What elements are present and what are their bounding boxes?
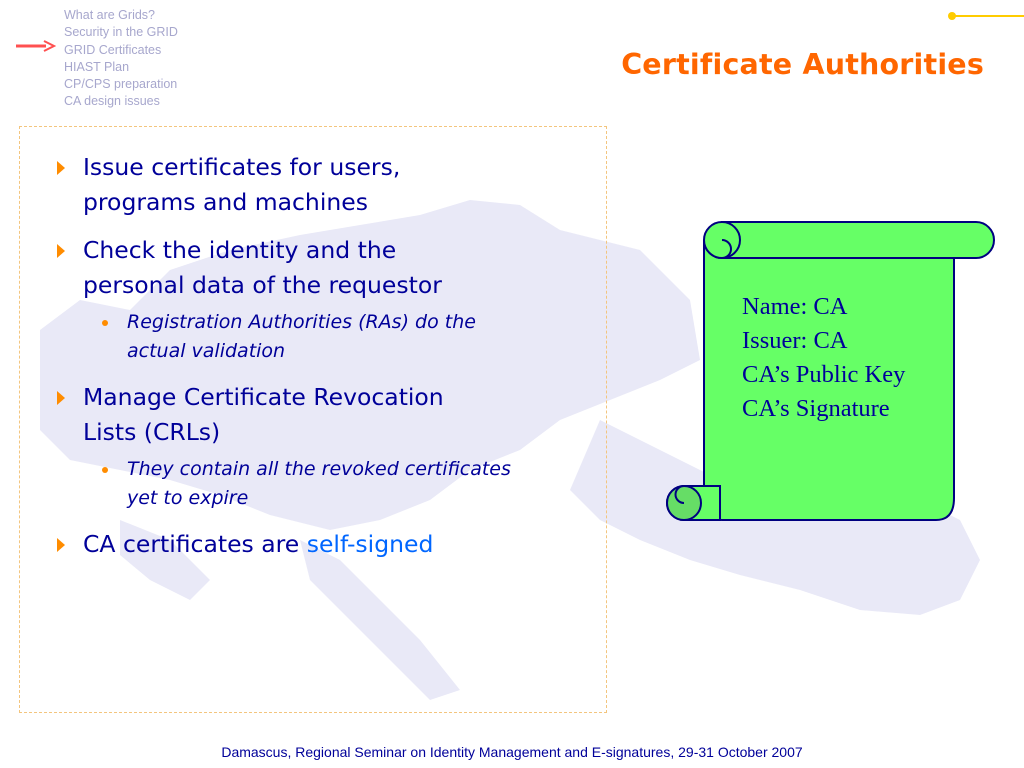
nav-item[interactable]: Security in the GRID bbox=[64, 25, 178, 40]
current-section-arrow-icon bbox=[16, 40, 56, 52]
sub-bullet-dot-icon bbox=[102, 467, 108, 473]
sub-bullet-text-line: yet to expire bbox=[127, 487, 249, 509]
bullet-arrow-icon bbox=[57, 161, 65, 175]
bullet-item bbox=[52, 380, 600, 450]
section-nav bbox=[64, 7, 178, 111]
bullet-text: CA certificates are bbox=[83, 530, 307, 558]
footer: Damascus, Regional Seminar on Identity Management and E-signatures, 29-31 October 2007 bbox=[221, 744, 803, 760]
certificate-public-key: CA’s Public Key bbox=[742, 361, 906, 388]
sub-bullet-text-line: actual validation bbox=[127, 340, 286, 362]
bullet-text-line: programs and machines bbox=[83, 188, 368, 216]
nav-item[interactable]: CP/CPS preparation bbox=[64, 77, 178, 92]
bullet-arrow-icon bbox=[57, 244, 65, 258]
nav-item-current[interactable]: GRID Certificates bbox=[64, 42, 162, 57]
sub-bullet-text-line: Registration Authorities (RAs) do the bbox=[127, 311, 476, 333]
nav-item[interactable]: What are Grids? bbox=[64, 8, 156, 22]
bullet-item bbox=[52, 527, 600, 562]
sub-bullet-item bbox=[52, 308, 600, 366]
certificate-name: Name: CA bbox=[742, 293, 848, 320]
nav-item[interactable]: CA design issues bbox=[64, 94, 160, 109]
decorative-accent-line bbox=[945, 8, 1024, 24]
bullet-item bbox=[52, 233, 600, 303]
bullet-item bbox=[52, 150, 600, 220]
certificate-signature: CA’s Signature bbox=[742, 395, 890, 422]
bullet-text-line: Lists (CRLs) bbox=[83, 418, 221, 446]
bullet-text-line: Manage Certificate Revocation bbox=[83, 383, 444, 411]
sub-bullet-text-line: They contain all the revoked certificates bbox=[127, 458, 511, 480]
bullet-list bbox=[52, 150, 600, 575]
sub-bullet-item bbox=[52, 455, 600, 513]
certificate-details bbox=[742, 290, 905, 426]
certificate-issuer: Issuer: CA bbox=[742, 327, 848, 354]
bullet-text-line: Issue certificates for users, bbox=[83, 153, 401, 181]
slide-title: Certificate Authorities bbox=[621, 48, 984, 81]
nav-item[interactable]: HIAST Plan bbox=[64, 59, 130, 74]
sub-bullet-dot-icon bbox=[102, 320, 108, 326]
bullet-arrow-icon bbox=[57, 538, 65, 552]
bullet-arrow-icon bbox=[57, 391, 65, 405]
bullet-text-line: personal data of the requestor bbox=[83, 271, 442, 299]
bullet-text-line: Check the identity and the bbox=[83, 236, 397, 264]
highlighted-term: self-signed bbox=[306, 530, 434, 558]
